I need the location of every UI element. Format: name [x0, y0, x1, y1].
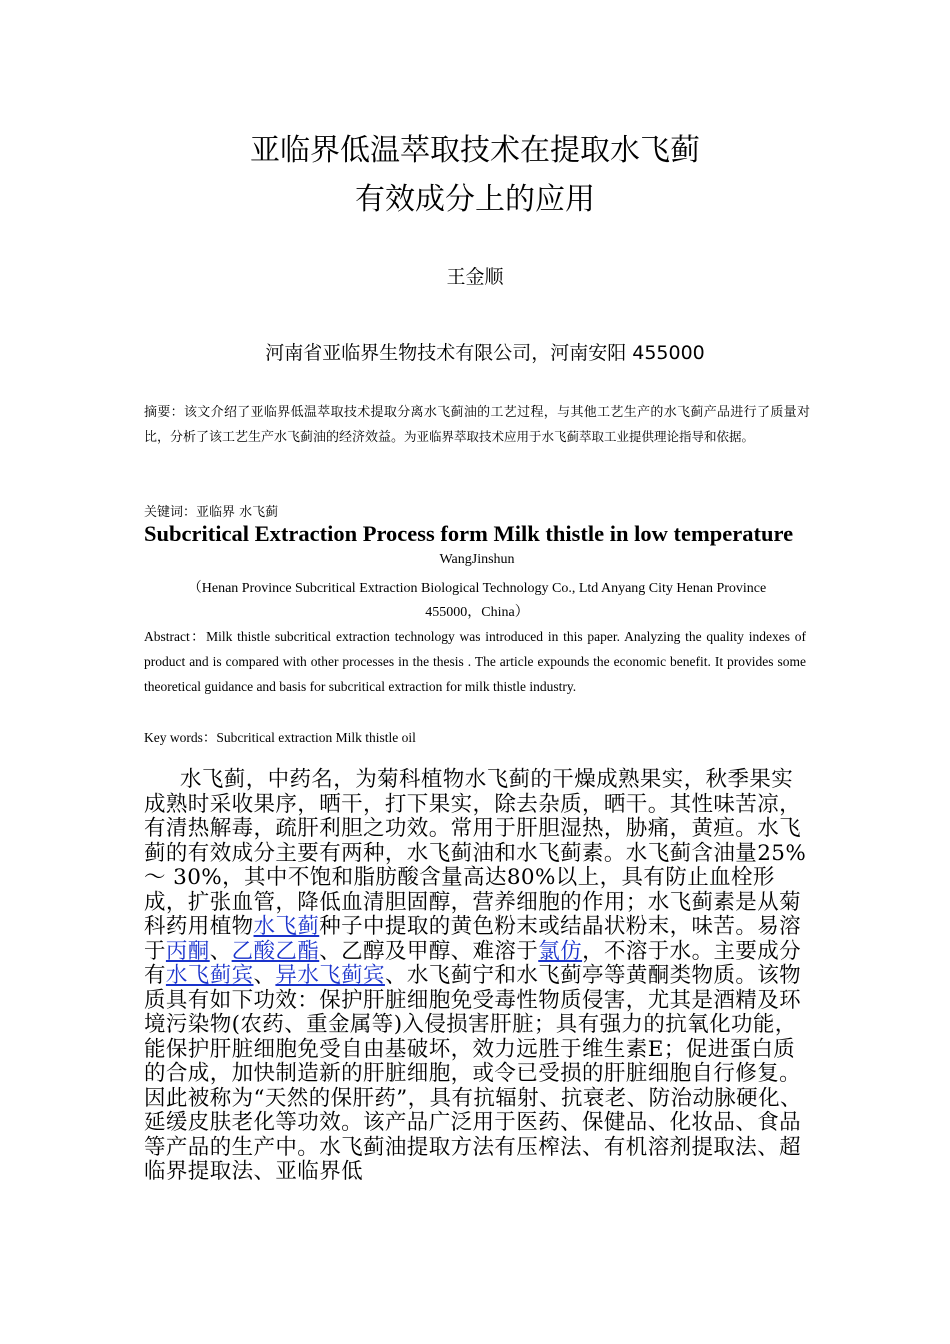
link-isosilybin[interactable]: 异水飞蓟宾	[275, 963, 385, 988]
body-paragraph	[144, 768, 808, 1185]
link-chloroform[interactable]: 氯仿	[538, 938, 583, 964]
link-ethyl-acetate[interactable]: 乙酸乙酯	[231, 938, 320, 964]
link-silybin[interactable]: 水飞蓟宾	[165, 963, 254, 988]
link-acetone[interactable]: 丙酮	[165, 938, 210, 964]
chinese-keywords: 关键词：亚临界 水飞蓟	[144, 505, 279, 520]
body-text-segment: 、水飞蓟宁和水飞蓟亭等黄酮类物质。该物质具有如下功效：保护肝脏细胞免受毒性物质侵害，尤其是酒精及环境污染物(农药、重金属等)入侵损害肝脏；具有强力的抗氧化功能，能保护肝脏细胞免受自由基破坏，效力远胜于维生素E；促进蛋白质的合成，加快制造新的肝脏细胞，或令已受损的肝脏细胞自行修复。因此被称为“天然的保肝药”，具有抗辐射、抗衰老、防治动脉硬化、延缓皮肤老化等功效。该产品广泛用于医药、保健品、化妆品、食品等产品的生产中。水飞蓟油提取方法有压榨法、有机溶剂提取法、超临界提取法、亚临界低	[144, 963, 802, 1184]
body-text-segment: 、	[253, 963, 276, 988]
english-title: Subcritical Extraction Process form Milk thistle in low temperature	[144, 521, 794, 546]
author-name: 王金顺	[446, 266, 504, 288]
chinese-abstract	[144, 401, 810, 450]
link-milk-thistle[interactable]: 水飞蓟	[253, 914, 320, 939]
english-affiliation-line2: 455000，China）	[425, 605, 529, 620]
body-text-segment: ，不溶于水。主要成分有	[144, 938, 802, 988]
english-affiliation-line1: （Henan Province Subcritical Extraction Biological Technology Co., Ltd Anyang City Henan Province	[187, 581, 767, 596]
paper-title-line1: 亚临界低温萃取技术在提取水飞蓟	[250, 133, 700, 168]
abstract-conclusion: 为亚临界萃取技术应用于水飞蓟萃取工业提供理论指导和依据。	[404, 429, 755, 444]
body-text-segment: 、	[209, 938, 232, 964]
paper-title-line2: 有效成分上的应用	[355, 182, 595, 217]
body-text-segment: 、乙醇及甲醇、难溶于	[319, 938, 539, 964]
english-abstract: Abstract：Milk thistle subcritical extraction technology was introduced in this paper. Analyzing the quality indexes of product and is compared with other processes in the thesis . The article expounds the economic benefit. It provides some theoretical guidance and basis for subcritical extraction for milk thistle industry.	[144, 629, 806, 694]
body-text-segment: 水飞蓟，中药名，为菊科植物水飞蓟的干燥成熟果实，秋季果实成熟时采收果序，晒干，打下果实，除去杂质，晒干。其性味苦凉，有清热解毒，疏肝利胆之功效。常用于肝胆湿热，胁痛，黄疸。水飞蓟的有效成分主要有两种，水飞蓟油和水飞蓟素。水飞蓟含油量25% ～ 30%，其中不饱和脂肪酸含量高达80%以上，具有防止血栓形成，扩张血管，降低血清胆固醇，营养细胞的作用；水飞蓟素是从菊科药用植物	[144, 767, 807, 939]
english-author: WangJinshun	[439, 552, 515, 567]
body-text-segment: 种子中提取的黄色粉末或结晶状粉末，味苦。易溶于	[144, 914, 802, 964]
english-keywords: Key words：Subcritical extraction Milk thistle oil	[144, 730, 416, 745]
abstract-main: 摘要：该文介绍了亚临界低温萃取技术提取分离水飞蓟油的工艺过程，与其他工艺生产的水飞蓟产品进行了质量对比，分析了该工艺生产水飞蓟油的经济效益。	[144, 405, 810, 445]
author-affiliation: 河南省亚临界生物技术有限公司，河南安阳 455000	[265, 342, 705, 364]
